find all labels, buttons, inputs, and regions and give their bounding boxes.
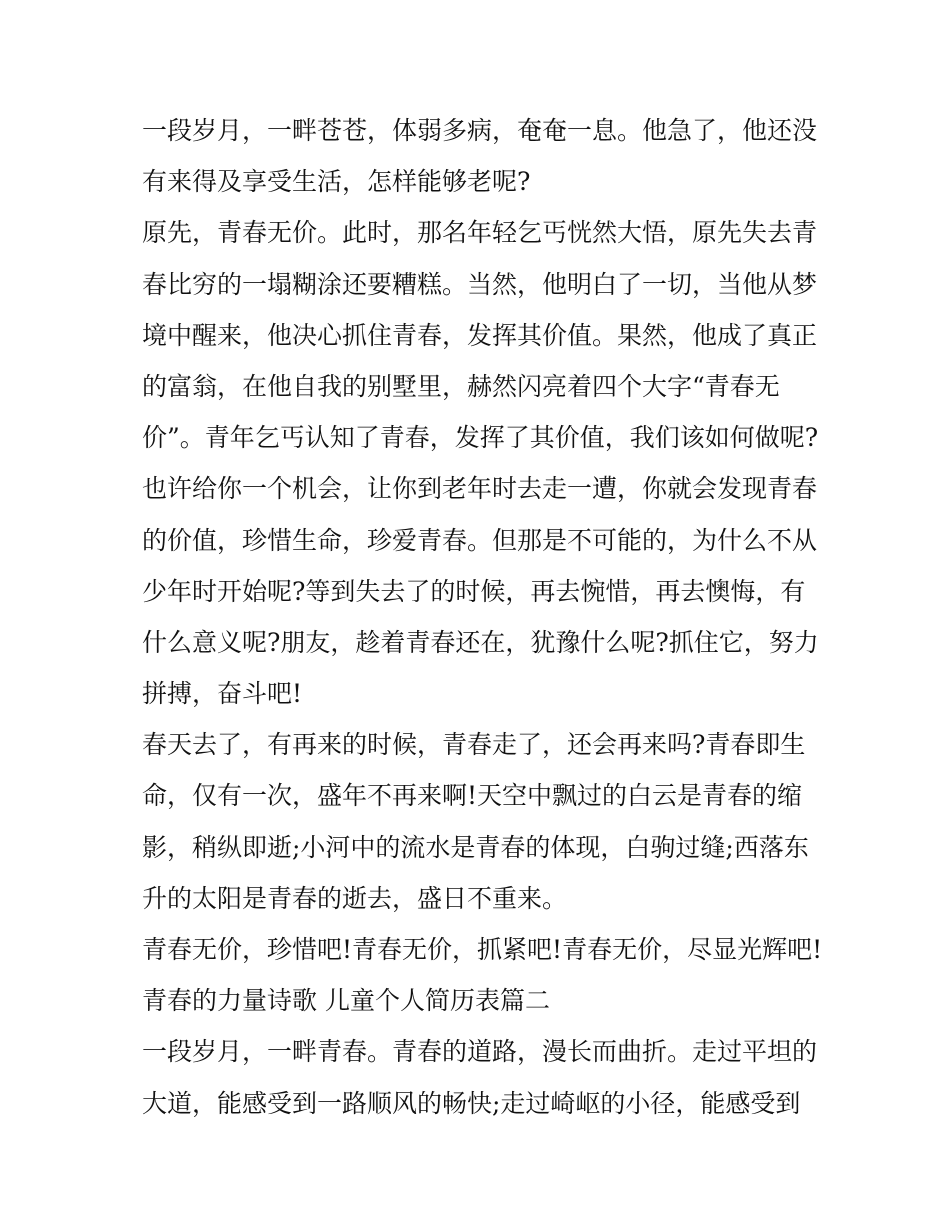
text-line: 价”。青年乞丐认知了青春，发挥了其价值，我们该如何做呢? [142, 423, 819, 453]
text-line: 的价值，珍惜生命，珍爱青春。但那是不可能的，为什么不从 [142, 525, 818, 555]
text-line: 升的太阳是青春的逝去，盛日不重来。 [142, 883, 568, 913]
text-line: 原先，青春无价。此时，那名年轻乞丐恍然大悟，原先失去青 [142, 218, 818, 248]
text-line: 的富翁，在他自我的别墅里，赫然闪亮着四个大字“青春无 [142, 371, 780, 401]
text-line: 有来得及享受生活，怎样能够老呢? [142, 167, 531, 197]
text-line: 青春无价，珍惜吧!青春无价，抓紧吧!青春无价，尽显光辉吧! [142, 935, 822, 964]
text-line: 命，仅有一次，盛年不再来啊!天空中飘过的白云是青春的缩 [142, 781, 803, 811]
text-line: 也许给你一个机会，让你到老年时去走一遭，你就会发现青春 [142, 474, 818, 504]
text-line: 影，稍纵即逝;小河中的流水是青春的体现，白驹过缝;西落东 [142, 832, 809, 862]
section-heading: 青春的力量诗歌 儿童个人简历表篇二 [142, 986, 550, 1016]
text-line: 春天去了，有再来的时候，青春走了，还会再来吗?青春即生 [142, 730, 806, 760]
text-line: 春比穷的一塌糊涂还要糟糕。当然，他明白了一切，当他从梦 [142, 269, 818, 299]
text-line: 一段岁月，一畔苍苍，体弱多病，奄奄一息。他急了，他还没 [142, 116, 818, 145]
text-line: 大道，能感受到一路顺风的畅快;走过崎岖的小径，能感受到 [142, 1088, 801, 1118]
text-line: 什么意义呢?朋友，趁着青春还在，犹豫什么呢?抓住它，努力 [142, 627, 819, 657]
text-line: 境中醒来，他决心抓住青春，发挥其价值。果然，他成了真正 [142, 320, 818, 350]
text-line: 少年时开始呢?等到失去了的时候，再去惋惜，再去懊悔，有 [142, 576, 806, 606]
text-line: 一段岁月，一畔青春。青春的道路，漫长而曲折。走过平坦的 [142, 1037, 818, 1067]
document-body [142, 108, 822, 1132]
text-line: 拼搏，奋斗吧! [142, 679, 303, 709]
